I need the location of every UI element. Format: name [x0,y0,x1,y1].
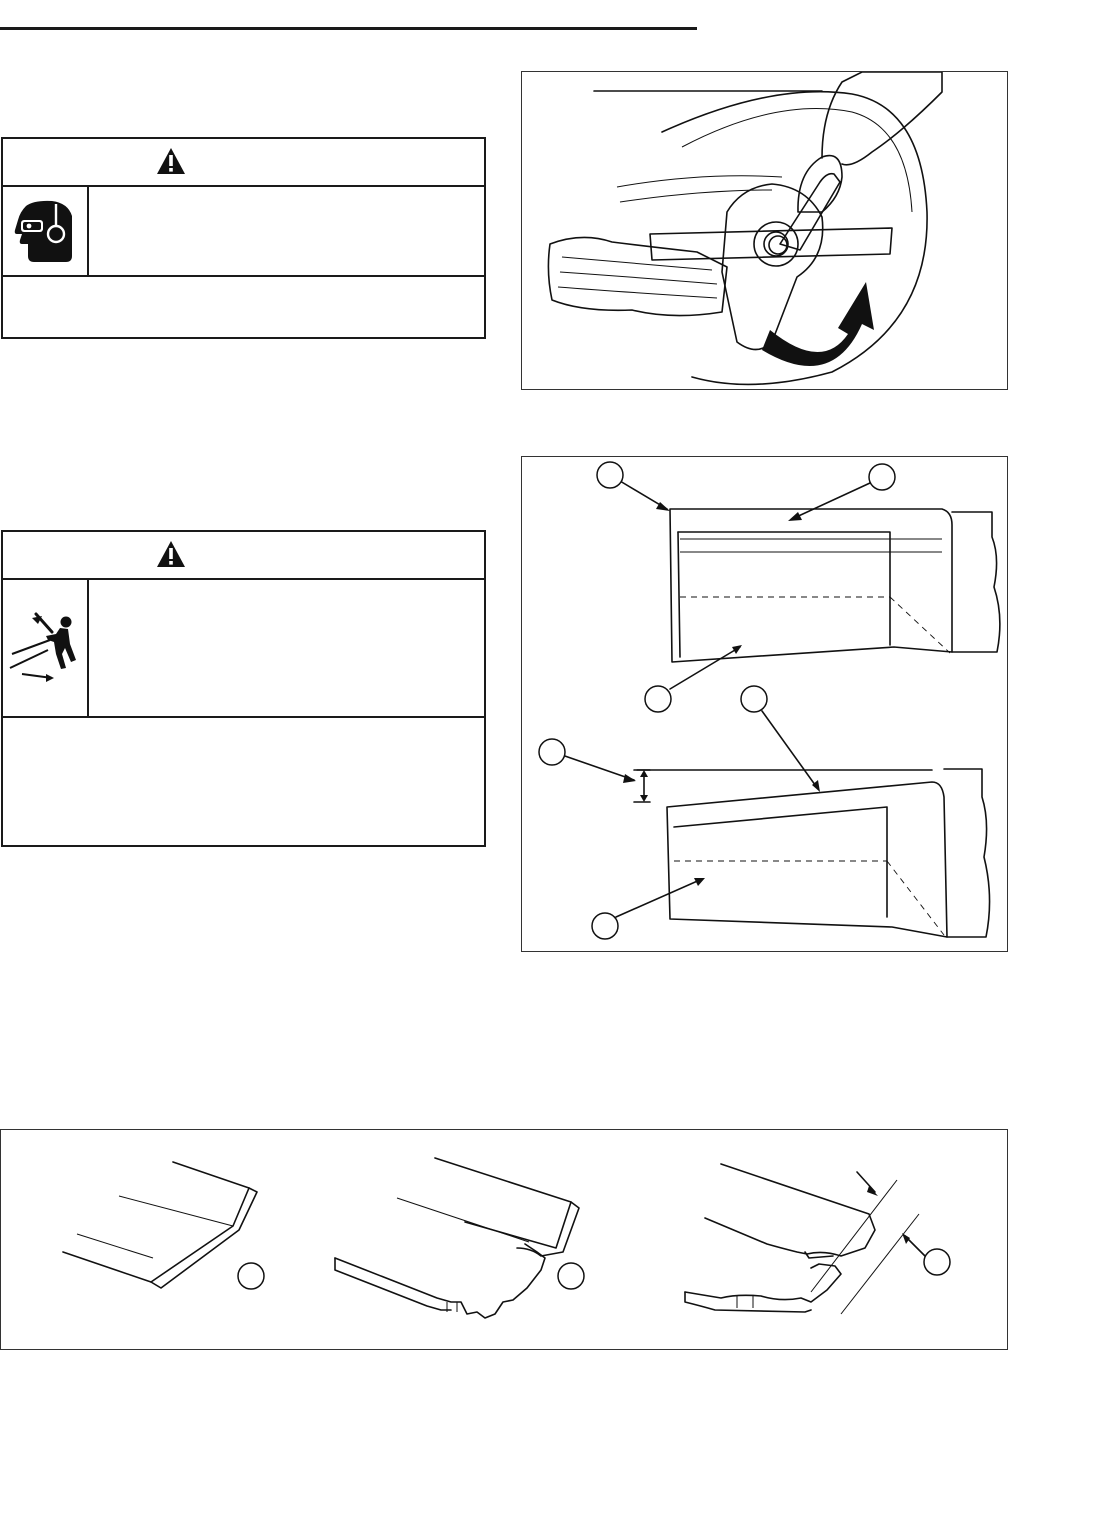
blade-good-edge [151,1188,249,1282]
callout [558,1263,584,1289]
callout [597,462,623,488]
leader-arrow [902,1233,910,1244]
blade-good-line [77,1234,153,1258]
deck-rim [682,109,912,212]
blade-worn-bottom [335,1244,545,1318]
deck-rib [617,176,782,187]
wood-block [548,237,727,315]
warning-triangle-icon [156,147,186,175]
eye-protection-icon [3,187,89,275]
blade-upper-edge [678,532,680,657]
spindle-plate [722,184,823,350]
blade-upper-stub [952,512,1000,652]
deck-rib [620,190,772,202]
warning-body [89,187,484,275]
leader-arrow [623,774,636,783]
callout [238,1263,264,1289]
warning-body [89,580,484,716]
spindle-hub [754,222,798,266]
blade-lower-stub [944,769,990,937]
leader-line [857,1172,875,1192]
leader-arrow [732,645,742,654]
thrown-objects-icon [3,580,89,716]
thrown-objects-warning [1,530,486,847]
blade-removal-figure [521,71,1008,390]
warning-header [3,139,484,187]
leader-line [616,879,702,917]
blade-lower [667,782,947,937]
blade-good-line [119,1196,233,1226]
warning-footer [3,718,484,734]
callout [924,1249,950,1275]
blade-worn-edge [465,1202,571,1248]
blade-lower-dash [887,861,944,935]
blade-sharpening-figure [521,456,1008,952]
leader-line [562,755,634,780]
leader-arrow [788,512,802,521]
blade-worn-bottom-edge [335,1258,451,1310]
blade-lower-bevel [674,807,887,917]
callout [592,913,618,939]
wear-limit-line [841,1214,919,1314]
hand [798,156,842,212]
wear-limit-line [811,1180,897,1292]
blade-upper-bevel [678,532,890,645]
wood-grain [560,272,717,284]
eye-protection-warning [1,137,486,339]
deck-outline [662,92,927,385]
blade-upper-dash [890,597,950,653]
blade-worn-line [397,1198,529,1242]
dimension-arrow [640,770,648,777]
sleeve [822,72,942,165]
leader-arrow [867,1186,878,1196]
warning-triangle-icon [156,540,186,568]
header-rule [0,27,697,30]
callout [539,739,565,765]
blade-wear-figure [0,1129,1008,1350]
dimension-arrow [640,795,648,802]
callout [741,686,767,712]
leader-line [762,711,818,789]
leader-line [792,483,870,519]
warning-header [3,532,484,580]
callout [869,464,895,490]
wood-grain [558,287,717,298]
callout [645,686,671,712]
warning-footer [3,277,484,293]
